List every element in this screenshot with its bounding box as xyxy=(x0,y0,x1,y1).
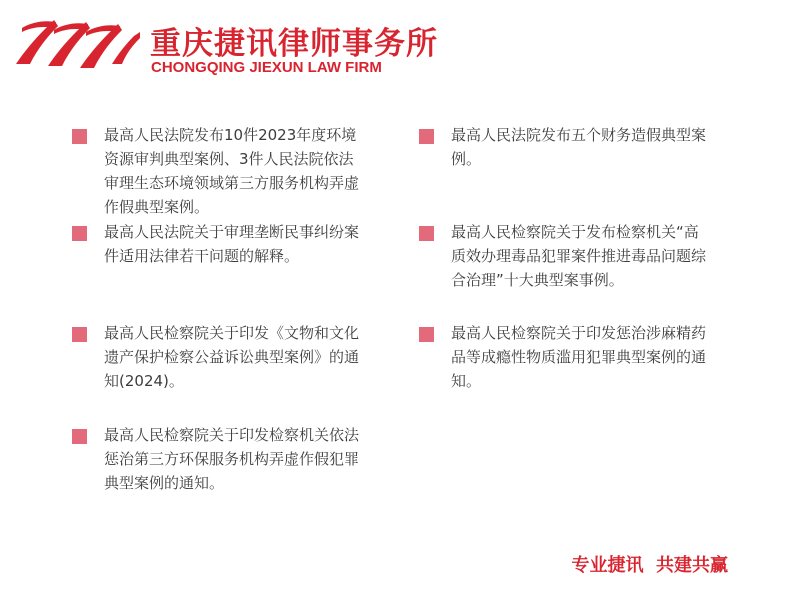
square-bullet-icon xyxy=(419,129,434,144)
square-bullet-icon xyxy=(419,226,434,241)
square-bullet-icon xyxy=(419,327,434,342)
list-item-text: 最高人民法院发布10件2023年度环境资源审判典型案例、3件人民法院依法审理生态环境领域第三方服务机构弄虚作假典型案例。 xyxy=(104,126,360,216)
red-swoosh-logo-icon xyxy=(14,14,142,72)
list-item-text: 最高人民法院发布五个财务造假典型案例。 xyxy=(451,126,707,168)
square-bullet-icon xyxy=(72,129,87,144)
square-bullet-icon xyxy=(72,327,87,342)
list-item-text: 最高人民检察院关于发布检察机关“高质效办理毒品犯罪案件推进毒品问题综合治理”十大典型案事例。 xyxy=(451,223,707,289)
list-item-text: 最高人民检察院关于印发《文物和文化遗产保护检察公益诉讼典型案例》的通知(2024)。 xyxy=(104,324,360,390)
list-item-text: 最高人民检察院关于印发检察机关依法惩治第三方环保服务机构弄虚作假犯罪典型案例的通知。 xyxy=(104,426,360,492)
firm-name-cn: 重庆捷讯律师事务所 xyxy=(150,26,438,62)
list-item-text: 最高人民检察院关于印发惩治涉麻精药品等成瘾性物质滥用犯罪典型案例的通知。 xyxy=(451,324,707,390)
header xyxy=(14,14,438,76)
square-bullet-icon xyxy=(72,226,87,241)
firm-name-en: CHONGQING JIEXUN LAW FIRM xyxy=(151,59,382,76)
square-bullet-icon xyxy=(72,429,87,444)
slogan: 专业捷讯 共建共赢 xyxy=(571,555,728,576)
list-item-text: 最高人民法院关于审理垄断民事纠纷案件适用法律若干问题的解释。 xyxy=(104,223,360,265)
